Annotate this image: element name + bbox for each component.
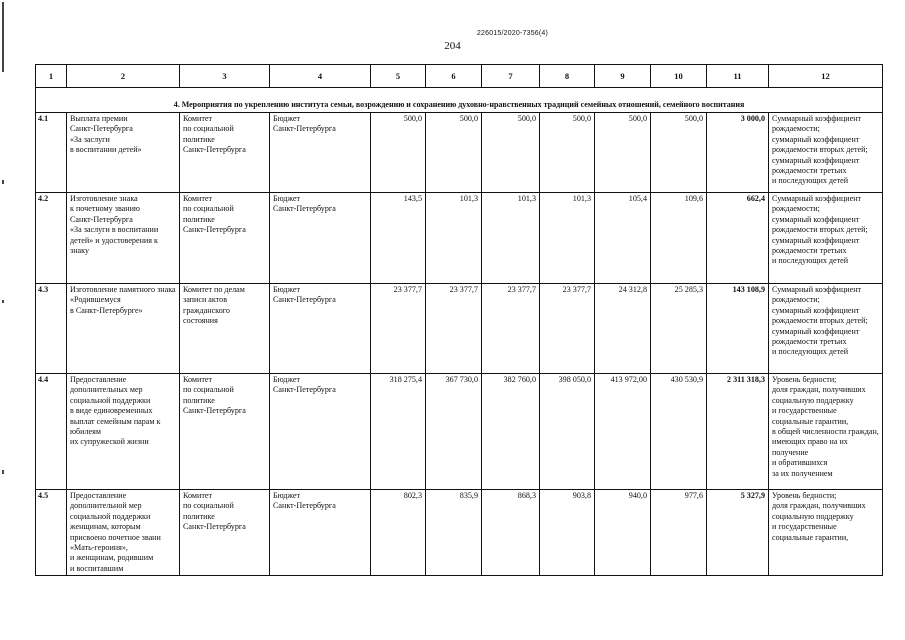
year-value: 500,0: [651, 113, 707, 193]
row-number: 4.3: [36, 284, 67, 374]
year-value: 500,0: [482, 113, 540, 193]
year-value: 413 972,00: [595, 374, 651, 490]
year-value: 802,3: [371, 490, 426, 576]
column-number: 11: [707, 65, 769, 88]
year-value: 101,3: [482, 193, 540, 284]
year-value: 101,3: [540, 193, 595, 284]
year-value: 101,3: [426, 193, 482, 284]
total-value: 2 311 318,3: [707, 374, 769, 490]
column-number: 12: [769, 65, 883, 88]
section-title: 4. Мероприятия по укреплению института семьи, возрождению и сохранению духовно-нравственных традиций семейных отношений, семейного воспитания: [36, 88, 883, 113]
column-number: 5: [371, 65, 426, 88]
year-value: 367 730,0: [426, 374, 482, 490]
indicators: Суммарный коэффициент рождаемости; суммарный коэффициент рождаемости вторых детей; суммарный коэффициент рождаемости третьих и последующих детей: [769, 113, 883, 193]
event-name: Выплата премии Санкт-Петербурга «За заслуги в воспитании детей»: [67, 113, 180, 193]
scan-margin-mark: [2, 0, 4, 640]
column-number-row: [36, 65, 883, 88]
funding-source: Бюджет Санкт-Петербурга: [270, 284, 371, 374]
row-number: 4.5: [36, 490, 67, 576]
executor: Комитет по социальной политике Санкт-Петербурга: [180, 113, 270, 193]
year-value: 23 377,7: [540, 284, 595, 374]
column-number: 3: [180, 65, 270, 88]
year-value: 500,0: [540, 113, 595, 193]
year-value: 398 050,0: [540, 374, 595, 490]
column-number: 2: [67, 65, 180, 88]
year-value: 24 312,8: [595, 284, 651, 374]
row-number: 4.1: [36, 113, 67, 193]
row-number: 4.4: [36, 374, 67, 490]
table-row: [36, 193, 883, 284]
year-value: 500,0: [595, 113, 651, 193]
year-value: 500,0: [371, 113, 426, 193]
year-value: 977,6: [651, 490, 707, 576]
total-value: 5 327,9: [707, 490, 769, 576]
document-code: 226015/2020-7356(4): [476, 30, 549, 37]
event-name: Предоставление дополнительных мер социальной поддержки в виде единовременных выплат семейным парам к юбилеям их супружеской жизни: [67, 374, 180, 490]
table-row: [36, 284, 883, 374]
funding-source: Бюджет Санкт-Петербурга: [270, 113, 371, 193]
column-number: 4: [270, 65, 371, 88]
executor: Комитет по социальной политике Санкт-Петербурга: [180, 490, 270, 576]
table-row: [36, 113, 883, 193]
year-value: 105,4: [595, 193, 651, 284]
funding-source: Бюджет Санкт-Петербурга: [270, 193, 371, 284]
total-value: 3 000,0: [707, 113, 769, 193]
section-row: [36, 88, 883, 113]
event-name: Изготовление знака к почетному званию Санкт-Петербурга «За заслуги в воспитании детей» и удостоверения к знаку: [67, 193, 180, 284]
year-value: 25 285,3: [651, 284, 707, 374]
event-name: Предоставление дополнительной мер социальной поддержки женщинам, которым присвоено почетное звани «Мать-героиня», и женщинам, родившим и воспитавшим: [67, 490, 180, 576]
year-value: 940,0: [595, 490, 651, 576]
executor: Комитет по социальной политике Санкт-Петербурга: [180, 193, 270, 284]
program-table: [35, 64, 883, 576]
page-number: 204: [444, 40, 461, 52]
funding-source: Бюджет Санкт-Петербурга: [270, 374, 371, 490]
indicators: Уровень бедности; доля граждан, получивших социальную поддержку и государственные социальные гарантии, в общей численности граждан, имеющих право на их получение и обратившихся за их получением: [769, 374, 883, 490]
indicators: Уровень бедности; доля граждан, получивших социальную поддержку и государственные социальные гарантии,: [769, 490, 883, 576]
year-value: 23 377,7: [371, 284, 426, 374]
year-value: 382 760,0: [482, 374, 540, 490]
total-value: 662,4: [707, 193, 769, 284]
executor: Комитет по социальной политике Санкт-Петербурга: [180, 374, 270, 490]
year-value: 500,0: [426, 113, 482, 193]
row-number: 4.2: [36, 193, 67, 284]
year-value: 430 530,9: [651, 374, 707, 490]
column-number: 7: [482, 65, 540, 88]
year-value: 903,8: [540, 490, 595, 576]
indicators: Суммарный коэффициент рождаемости; суммарный коэффициент рождаемости вторых детей; суммарный коэффициент рождаемости третьих и последующих детей: [769, 284, 883, 374]
column-number: 8: [540, 65, 595, 88]
funding-source: Бюджет Санкт-Петербурга: [270, 490, 371, 576]
year-value: 868,3: [482, 490, 540, 576]
year-value: 23 377,7: [482, 284, 540, 374]
column-number: 9: [595, 65, 651, 88]
column-number: 10: [651, 65, 707, 88]
total-value: 143 108,9: [707, 284, 769, 374]
year-value: 109,6: [651, 193, 707, 284]
table-row: [36, 490, 883, 576]
executor: Комитет по делам записи актов гражданского состояния: [180, 284, 270, 374]
event-name: Изготовление памятного знака «Родившемуся в Санкт-Петербурге»: [67, 284, 180, 374]
year-value: 835,9: [426, 490, 482, 576]
year-value: 143,5: [371, 193, 426, 284]
year-value: 318 275,4: [371, 374, 426, 490]
column-number: 1: [36, 65, 67, 88]
column-number: 6: [426, 65, 482, 88]
table-row: [36, 374, 883, 490]
year-value: 23 377,7: [426, 284, 482, 374]
indicators: Суммарный коэффициент рождаемости; суммарный коэффициент рождаемости вторых детей; суммарный коэффициент рождаемости третьих и последующих детей: [769, 193, 883, 284]
